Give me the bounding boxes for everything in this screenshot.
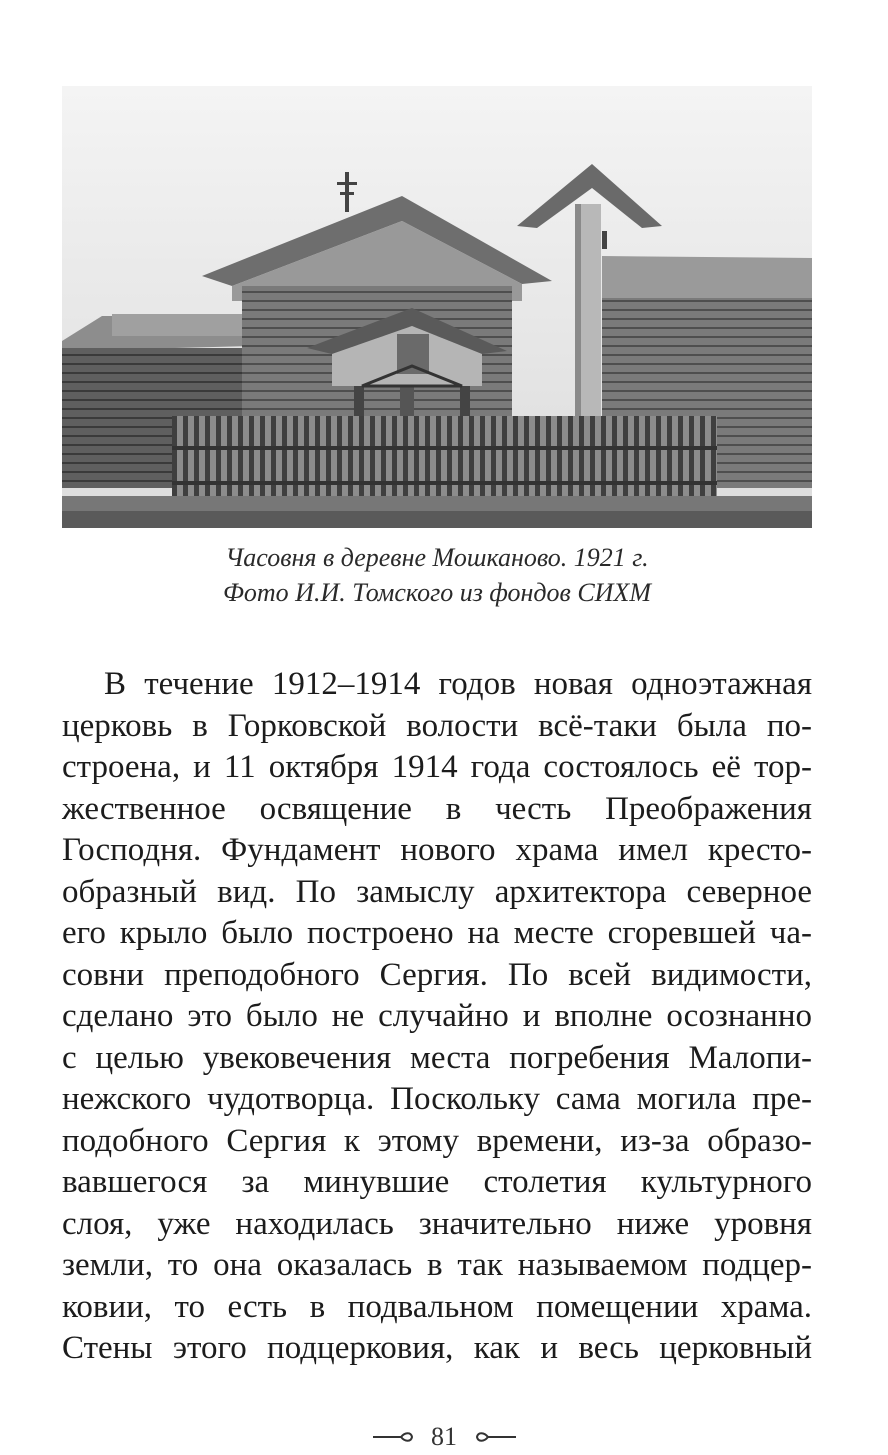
chapel-photo-drawing [62, 86, 812, 528]
text-line: совни преподобного Сергия. По всей видимости, [62, 956, 812, 993]
body-paragraph [62, 664, 812, 1370]
text-line: Господня. Фундамент нового храма имел кресто- [62, 832, 812, 868]
text-line: подобного Сергия к этому времени, из-за образо- [62, 1122, 812, 1159]
photo-caption [62, 540, 812, 610]
left-ornament-icon [371, 1430, 415, 1444]
page-footer [0, 1420, 888, 1452]
text-line: В течение 1912–1914 годов новая одноэтажная [104, 666, 812, 702]
text-line: земли, то она оказалась в так называемом подцер- [62, 1247, 812, 1283]
text-line: нежского чудотворца. Поскольку сама могила пре- [62, 1081, 812, 1117]
text-line: Стены этого подцерковия, как и весь церковный [62, 1330, 812, 1366]
text-line: сделано это было не случайно и вполне осознанно [62, 998, 812, 1034]
text-line: ковии, то есть в подвальном помещении храма. [62, 1288, 812, 1325]
text-line: слоя, уже находилась значительно ниже уровня [62, 1205, 812, 1242]
text-line: строена, и 11 октября 1914 года состоялось её тор- [62, 749, 812, 785]
text-line: его крыло было построено на месте сгоревшей ча- [62, 915, 812, 951]
text-line: церковь в Горковской волости всё-таки была по- [62, 707, 812, 744]
chapel-photo [62, 86, 812, 528]
text-line: вавшегося за минувшие столетия культурного [62, 1164, 812, 1200]
caption-line-1: Часовня в деревне Мошканово. 1921 г. [225, 543, 649, 572]
text-line: образный вид. По замыслу архитектора северное [62, 873, 812, 910]
text-line: жественное освящение в честь Преображения [62, 790, 812, 827]
text-line: с целью увековечения места погребения Малопи- [62, 1039, 812, 1076]
caption-line-2: Фото И.И. Томского из фондов СИХМ [223, 578, 651, 607]
page-number: 81 [431, 1422, 457, 1452]
right-ornament-icon [474, 1430, 518, 1444]
